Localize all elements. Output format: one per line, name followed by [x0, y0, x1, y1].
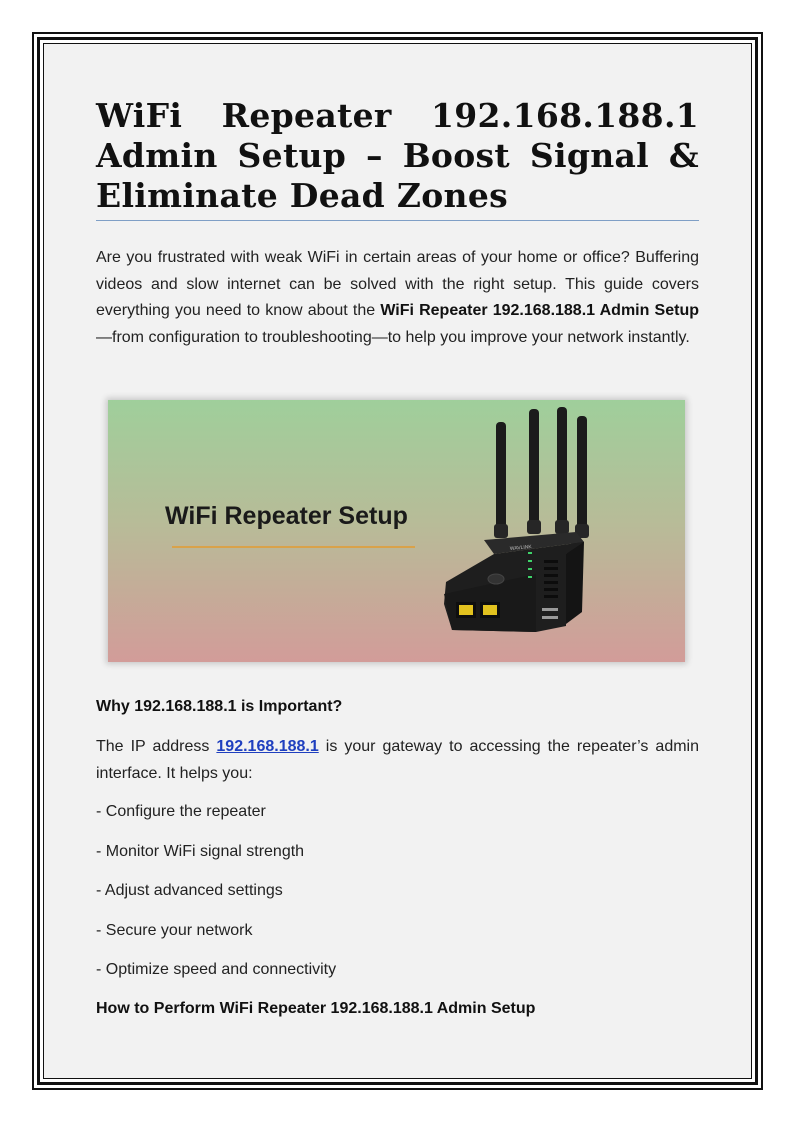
list-item: - Secure your network	[96, 922, 253, 939]
list-item: - Optimize speed and connectivity	[96, 961, 337, 978]
intro-bold-text: WiFi Repeater 192.168.188.1 Admin Setup	[380, 302, 699, 319]
intro-text-2: —from configuration to troubleshooting—to help you improve your network instantly.	[96, 328, 690, 346]
list-item: - Monitor WiFi signal strength	[96, 843, 305, 860]
hero-underline	[172, 546, 415, 548]
intro-text-1: Are you frustrated with weak WiFi in certain areas of your home or office? Buffering videos and slow internet can be solved with the right setup. This guide covers everything you need to know about the	[96, 249, 699, 319]
hero-image	[108, 400, 685, 662]
list-item: - Adjust advanced settings	[96, 882, 283, 899]
intro-paragraph	[96, 245, 699, 351]
document-body	[96, 96, 699, 1017]
ip-address-link[interactable]: 192.168.188.1	[216, 738, 319, 755]
device-brand-label: WAVLINK	[509, 544, 533, 552]
list-item: - Configure the repeater	[96, 803, 266, 820]
hero-title: WiFi Repeater Setup	[165, 502, 408, 530]
page-title: WiFi Repeater 192.168.188.1 Admin Setup – Boost Signal & Eliminate Dead Zones	[96, 96, 699, 215]
body-text-after-link: is your gateway to accessing the repeater’s admin interface. It helps you:	[96, 738, 699, 782]
body-text-before-link: The IP address	[96, 738, 217, 755]
title-divider	[96, 220, 699, 221]
section-heading-how: How to Perform WiFi Repeater 192.168.188.1 Admin Setup	[96, 1000, 536, 1017]
section-heading-why: Why 192.168.188.1 is Important?	[96, 698, 343, 715]
wifi-repeater-device-icon	[436, 404, 622, 632]
ip-address-paragraph	[96, 734, 699, 787]
